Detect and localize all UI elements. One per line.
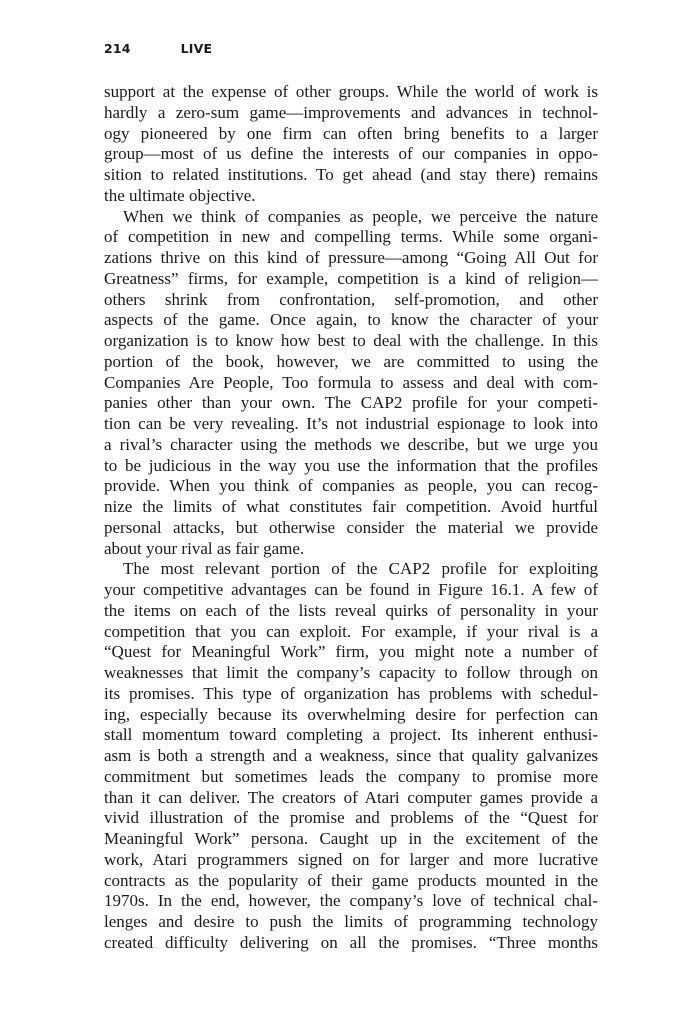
section-title: LIVE xyxy=(180,41,213,56)
text-line: zations thrive on this kind of pressure—among “Going All Out for xyxy=(104,248,598,267)
text-line: the items on each of the lists reveal quirks of personality in your xyxy=(104,600,598,620)
text-line: Companies Are People, Too formula to assess and deal with com- xyxy=(104,372,598,392)
text-line: group—most of us define the interests of our companies in oppo- xyxy=(104,144,598,164)
body-text xyxy=(104,82,598,954)
text-line: the ultimate objective. xyxy=(104,185,256,205)
text-line: lenges and desire to push the limits of programming technology xyxy=(104,912,598,931)
text-line: work, Atari programmers signed on for larger and more lucrative xyxy=(104,849,598,869)
text-line: tion can be very revealing. It’s not industrial espionage to look into xyxy=(104,414,598,433)
text-line: Meaningful Work” persona. Caught up in the excitement of the xyxy=(104,829,598,848)
text-line: support at the expense of other groups. While the world of work is xyxy=(104,82,598,101)
text-line: “Quest for Meaningful Work” firm, you might note a number of xyxy=(104,642,598,662)
running-head xyxy=(104,41,212,56)
text-line: aspects of the game. Once again, to know the character of your xyxy=(104,310,598,330)
text-line: vivid illustration of the promise and problems of the “Quest for xyxy=(104,808,598,828)
text-line: commitment but sometimes leads the company to promise more xyxy=(104,766,598,786)
paragraph-2 xyxy=(104,207,598,560)
text-line: The most relevant portion of the CAP2 profile for exploiting xyxy=(123,559,598,579)
text-line: stall momentum toward completing a project. Its inherent enthusi- xyxy=(104,725,598,745)
text-line: provide. When you think of companies as people, you can recog- xyxy=(104,476,598,496)
page-number: 214 xyxy=(104,41,131,56)
text-line: ogy pioneered by one firm can often bring benefits to a larger xyxy=(104,123,598,143)
text-line: competition that you can exploit. For example, if your rival is a xyxy=(104,621,598,641)
text-line: contracts as the popularity of their game products mounted in the xyxy=(104,870,598,890)
text-line: weaknesses that limit the company’s capacity to follow through on xyxy=(104,663,598,682)
paragraph-1 xyxy=(104,82,598,207)
text-line: Greatness” firms, for example, competition is a kind of religion— xyxy=(104,268,598,288)
text-line: When we think of companies as people, we perceive the nature xyxy=(123,206,598,226)
text-line: 1970s. In the end, however, the company’s love of technical chal- xyxy=(104,891,598,911)
text-line: sition to related institutions. To get ahead (and stay there) remains xyxy=(104,165,598,184)
text-line: its promises. This type of organization has problems with schedul- xyxy=(104,683,598,703)
paragraph-3 xyxy=(104,559,598,953)
text-line: hardly a zero-sum game—improvements and advances in technol- xyxy=(104,102,598,122)
text-line: personal attacks, but otherwise consider the material we provide xyxy=(104,517,598,537)
text-line: created difficulty delivering on all the promises. “Three months xyxy=(104,932,598,952)
text-line: of competition in new and compelling terms. While some organi- xyxy=(104,227,598,247)
text-line: your competitive advantages can be found in Figure 16.1. A few of xyxy=(104,580,598,599)
text-line: others shrink from confrontation, self-promotion, and other xyxy=(104,289,598,309)
text-line: organization is to know how best to deal with the challenge. In this xyxy=(104,331,598,350)
text-line: a rival’s character using the methods we describe, but we urge you xyxy=(104,434,598,454)
text-line: ing, especially because its overwhelming desire for perfection can xyxy=(104,704,598,724)
text-line: to be judicious in the way you use the information that the profiles xyxy=(104,455,598,475)
text-line: about your rival as fair game. xyxy=(104,538,305,558)
text-line: portion of the book, however, we are committed to using the xyxy=(104,351,598,371)
text-line: panies other than your own. The CAP2 profile for your competi- xyxy=(104,393,598,413)
text-line: than it can deliver. The creators of Atari computer games provide a xyxy=(104,787,598,807)
text-line: asm is both a strength and a weakness, since that quality galvanizes xyxy=(104,746,598,765)
text-line: nize the limits of what constitutes fair competition. Avoid hurtful xyxy=(104,497,598,516)
